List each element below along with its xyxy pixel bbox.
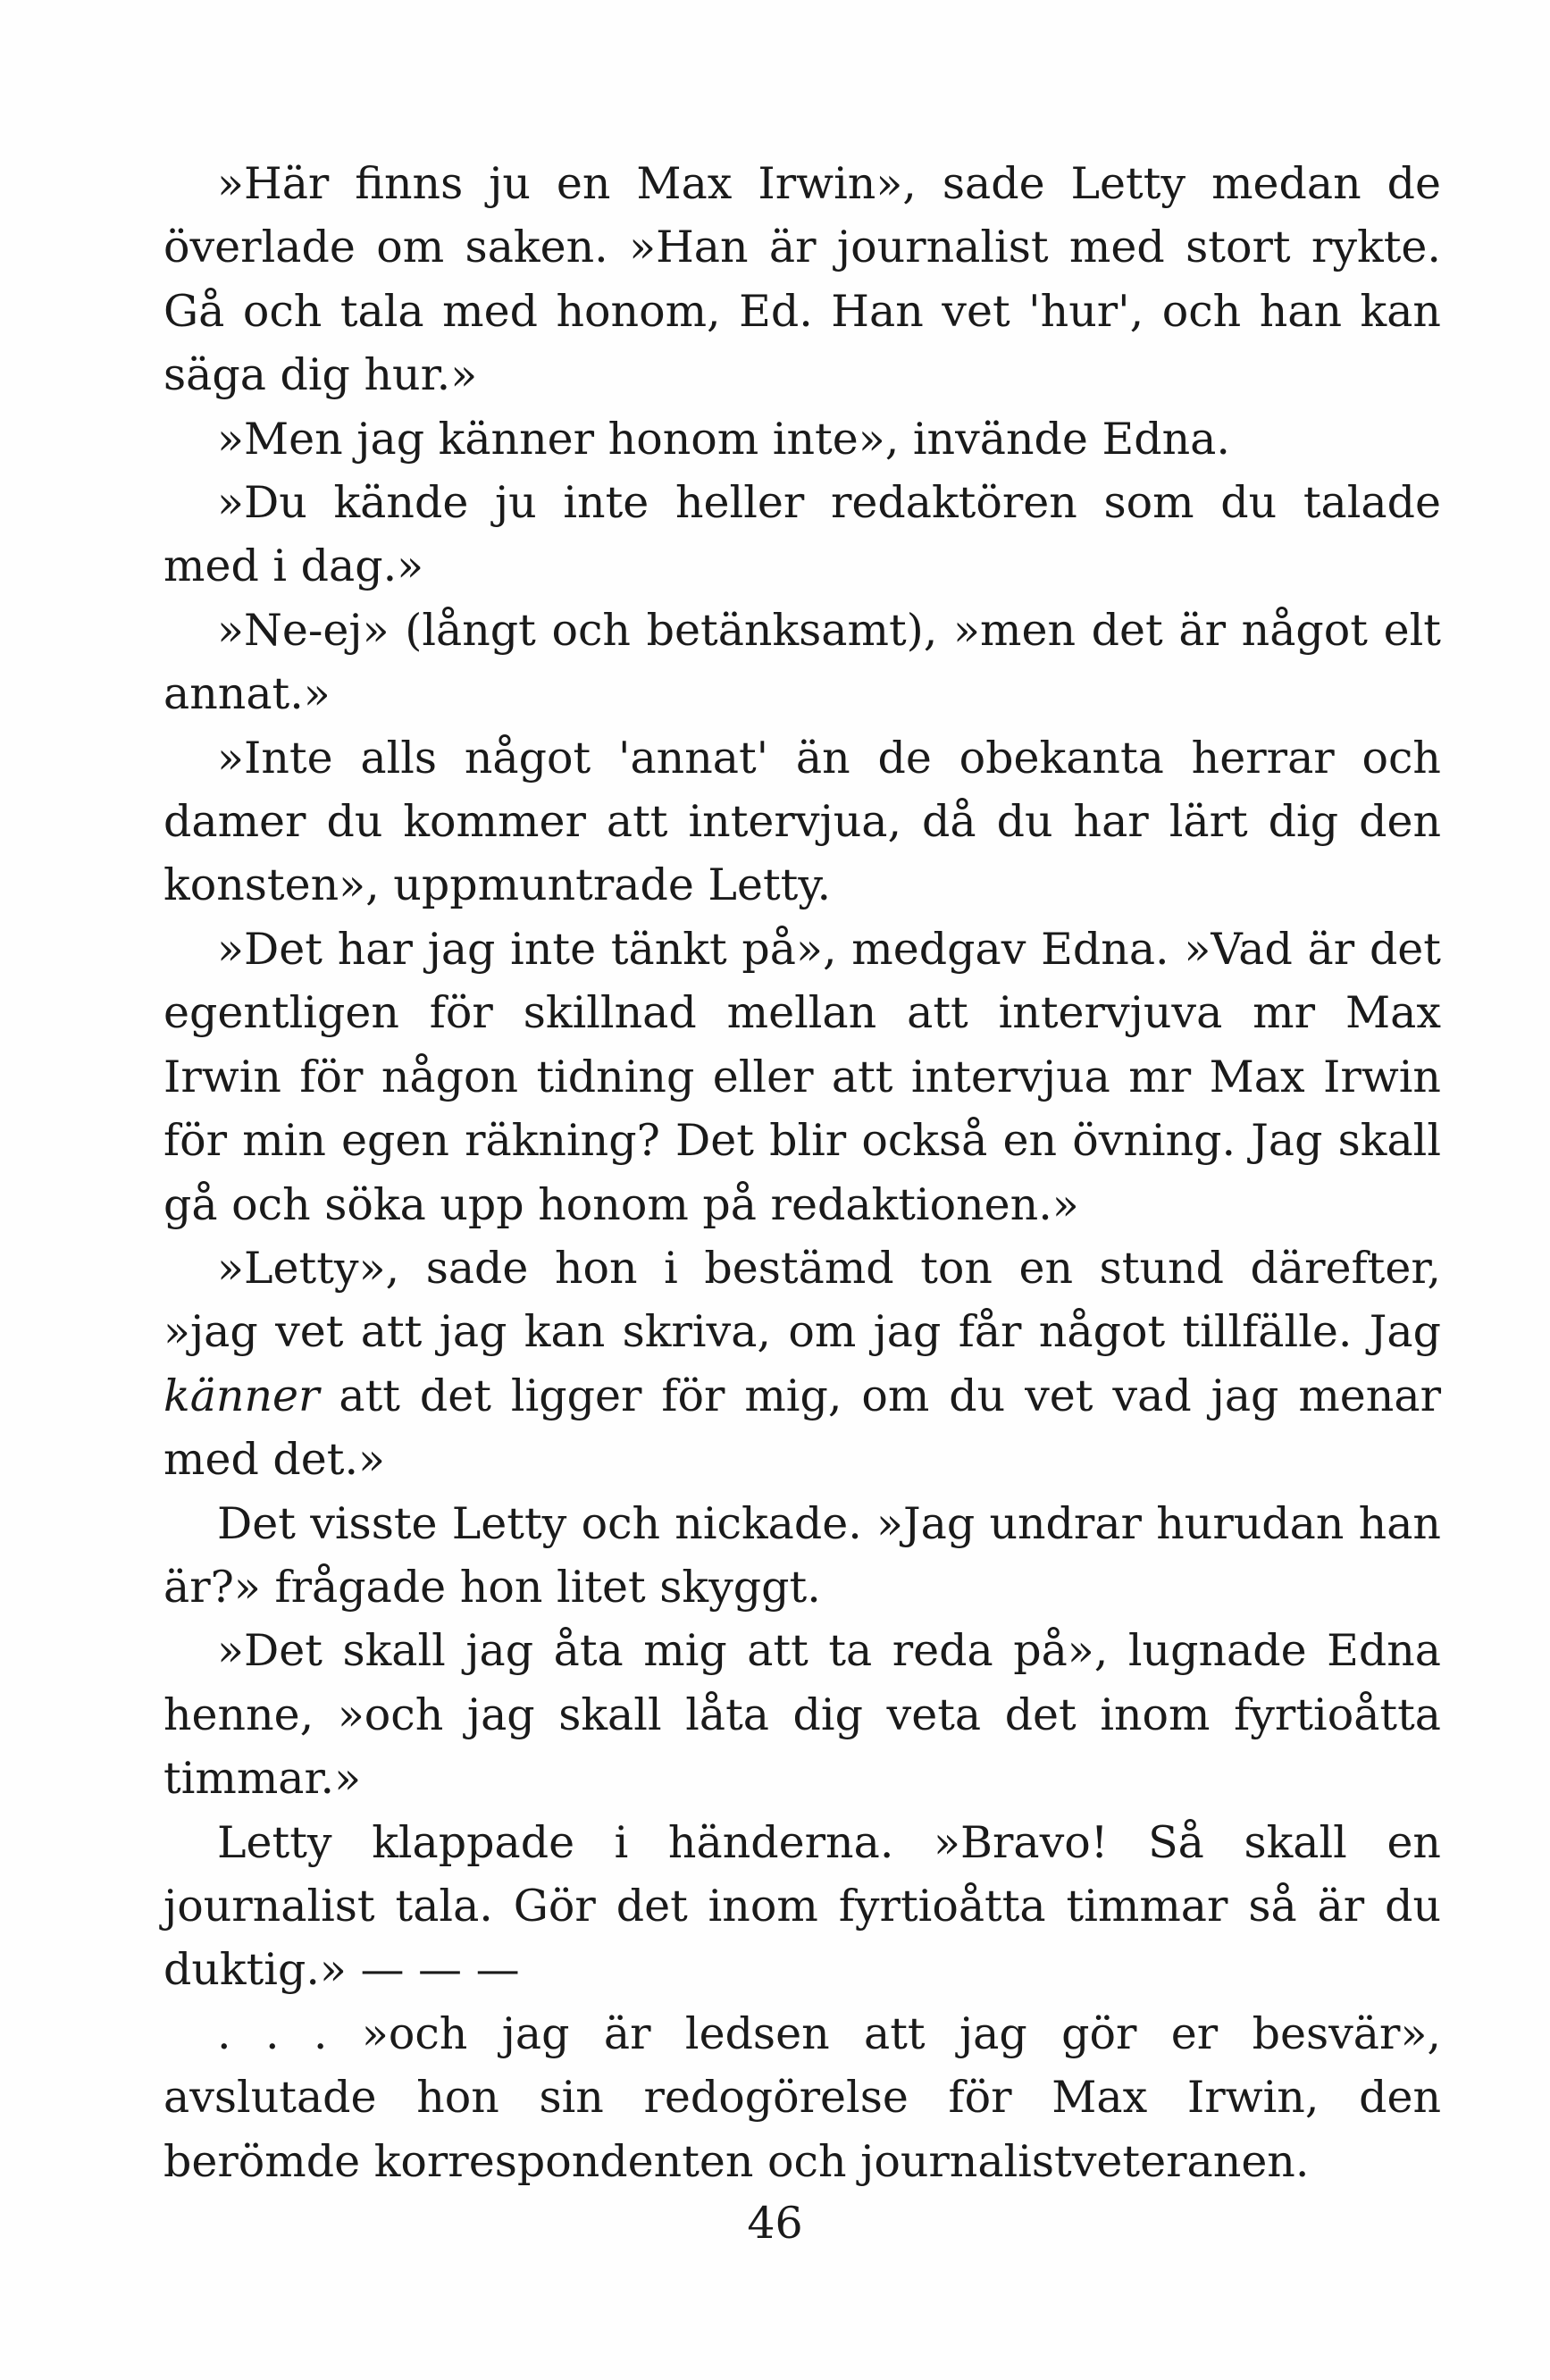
paragraph xyxy=(163,1236,1441,1492)
paragraph-text: »Ne-ej» (långt och betänksamt), »men det är något elt annat.» xyxy=(163,604,1441,720)
paragraph xyxy=(163,599,1441,726)
paragraph-text: »Här finns ju en Max Irwin», sade Letty medan de överlade om saken. »Han är journalist med stort rykte. Gå och tala med honom, Ed. Han vet 'hur', och han kan säga dig hur.» xyxy=(163,158,1441,401)
paragraph-text: att det ligger för mig, om du vet vad jag menar med det.» xyxy=(163,1370,1441,1486)
paragraph xyxy=(163,1492,1441,1620)
paragraph-text: Letty klappade i händerna. »Bravo! Så skall en journalist tala. Gör det inom fyrtioåtta timmar så är du duktig.» — — — xyxy=(163,1816,1441,1996)
paragraph xyxy=(163,407,1441,471)
paragraph-text: »Letty», sade hon i bestämd ton en stund därefter, »jag vet att jag kan skriva, om jag får något tillfälle. Jag xyxy=(163,1242,1441,1358)
paragraph xyxy=(163,726,1441,918)
paragraph-text: Det visste Letty och nickade. »Jag undrar hurudan han är?» frågade hon litet skyggt. xyxy=(163,1497,1441,1613)
paragraph-text: . . . »och jag är ledsen att jag gör er besvär», avslutade hon sin redogörelse för Max Irwin, den berömde korrespondenten och journalistveteranen. xyxy=(163,2007,1441,2187)
paragraph-text: »Inte alls något 'annat' än de obekanta herrar och damer du kommer att intervjua, då du har lärt dig den konsten», uppmuntrade Letty. xyxy=(163,732,1441,911)
paragraph xyxy=(163,471,1441,599)
body-text xyxy=(163,152,1441,2193)
paragraph-text: »Det har jag inte tänkt på», medgav Edna. »Vad är det egentligen för skillnad mellan att intervjuva mr Max Irwin för någon tidning eller att intervjua mr Max Irwin för min egen räkning? Det blir också en övning. Jag skall gå och söka upp honom på redaktionen.» xyxy=(163,923,1441,1230)
emphasis-text: känner xyxy=(163,1370,320,1421)
paragraph-text: »Men jag känner honom inte», invände Edna. xyxy=(217,413,1230,465)
paragraph xyxy=(163,918,1441,1236)
page-number: 46 xyxy=(747,2198,803,2249)
paragraph xyxy=(163,1811,1441,2002)
paragraph xyxy=(163,2002,1441,2193)
paragraph xyxy=(163,152,1441,407)
paragraph xyxy=(163,1619,1441,1810)
paragraph-text: »Det skall jag åta mig att ta reda på», lugnade Edna henne, »och jag skall låta dig veta det inom fyrtioåtta timmar.» xyxy=(163,1625,1441,1805)
paragraph-text: »Du kände ju inte heller redaktören som du talade med i dag.» xyxy=(163,477,1441,592)
